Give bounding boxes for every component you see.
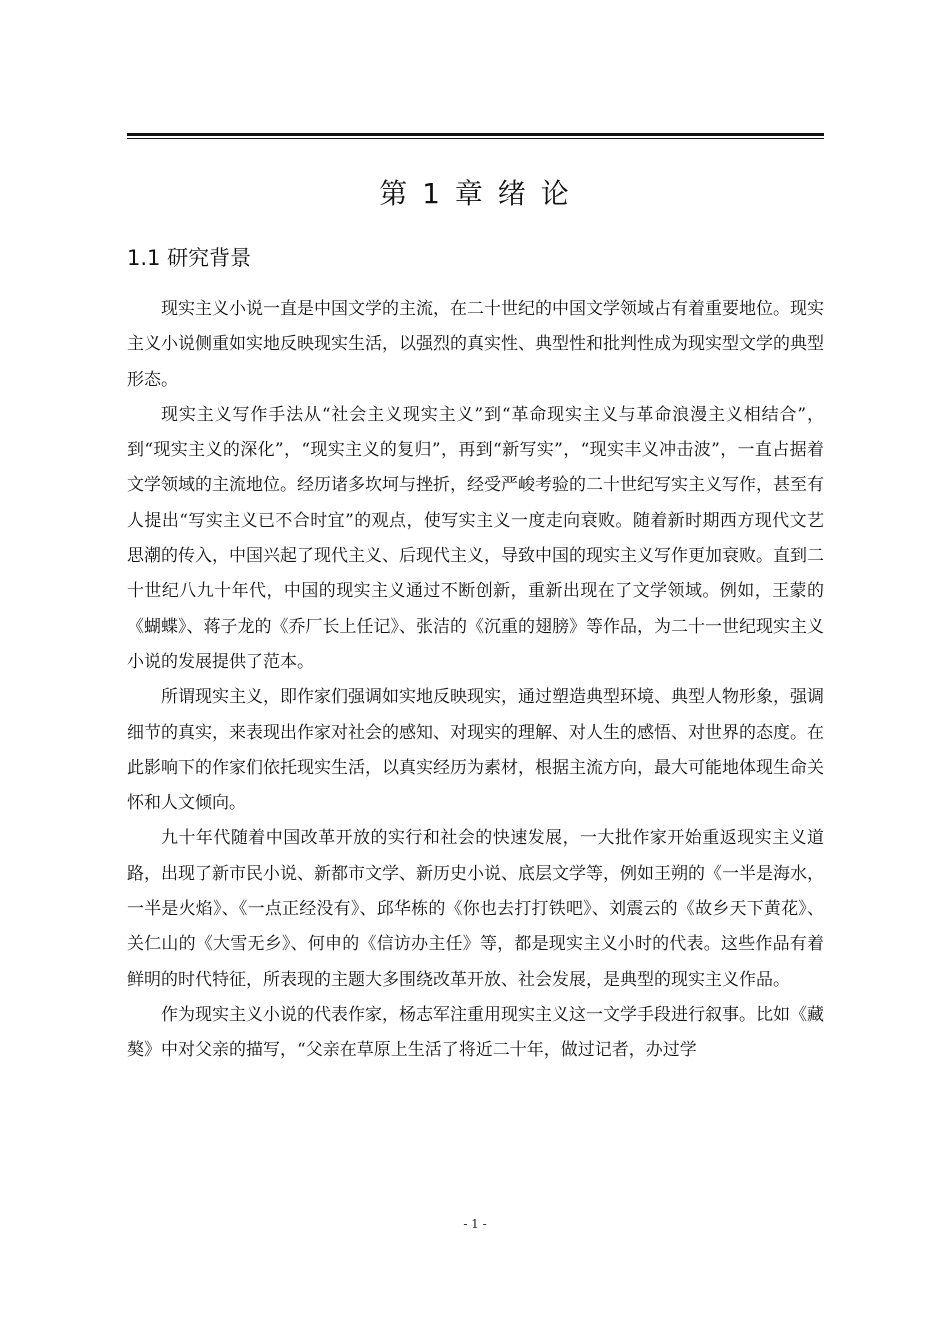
- chapter-title: 第 1 章 绪 论: [379, 177, 572, 210]
- paragraph-1: 现实主义小说一直是中国文学的主流，在二十世纪的中国文学领域占有着重要地位。现实主义小说侧重如实地反映现实生活，以强烈的真实性、典型性和批判性成为现实型文学的典型形态。: [127, 299, 824, 390]
- paragraph-5: 作为现实主义小说的代表作家，杨志军注重用现实主义这一文学手段进行叙事。比如《藏獒》中对父亲的描写，“父亲在草原上生活了将近二十年，做过记者，办过学: [127, 1004, 824, 1061]
- paragraph-3: 所谓现实主义，即作家们强调如实地反映现实，通过塑造典型环境、典型人物形象，强调细节的真实，来表现出作家对社会的感知、对现实的理解、对人生的感悟、对世界的态度。在此影响下的作家们依托现实生活，以真实经历为素材，根据主流方向，最大可能地体现生命关怀和人文倾向。: [127, 687, 824, 814]
- header-rule-thin: [127, 138, 824, 139]
- body-text: [127, 292, 824, 1069]
- paragraph-4: 九十年代随着中国改革开放的实行和社会的快速发展，一大批作家开始重返现实主义道路，出现了新市民小说、新都市文学、新历史小说、底层文学等，例如王朔的《一半是海水，一半是火焰》、《一点正经没有》、邱华栋的《你也去打打铁吧》、刘震云的《故乡天下黄花》、关仁山的《大雪无乡》、何申的《信访办主任》等，都是现实主义小时的代表。这些作品有着鲜明的时代特征，所表现的主题大多围绕改革开放、社会发展，是典型的现实主义作品。: [127, 828, 824, 990]
- section-heading: 1.1 研究背景: [127, 246, 252, 270]
- paragraph-2: 现实主义写作手法从“社会主义现实主义”到“革命现实主义与革命浪漫主义相结合”，到“现实主义的深化”，“现实主义的复归”，再到“新写实”，“现实丰义冲击波”，一直占据着文学领域的主流地位。经历诸多坎坷与挫折，经受严峻考验的二十世纪写实主义写作，甚至有人提出“写实主义已不合时宜”的观点，使写实主义一度走向衰败。随着新时期西方现代文艺思潮的传入，中国兴起了现代主义、后现代主义，导致中国的现实主义写作更加衰败。直到二十世纪八九十年代，中国的现实主义通过不断创新，重新出现在了文学领域。例如，王蒙的《蝴蝶》、蒋子龙的《乔厂长上任记》、张洁的《沉重的翅膀》等作品，为二十一世纪现实主义小说的发展提供了范本。: [127, 404, 824, 672]
- page-number: - 1 -: [463, 1217, 487, 1231]
- header-double-rule: [127, 133, 824, 139]
- header-rule-thick: [127, 133, 824, 136]
